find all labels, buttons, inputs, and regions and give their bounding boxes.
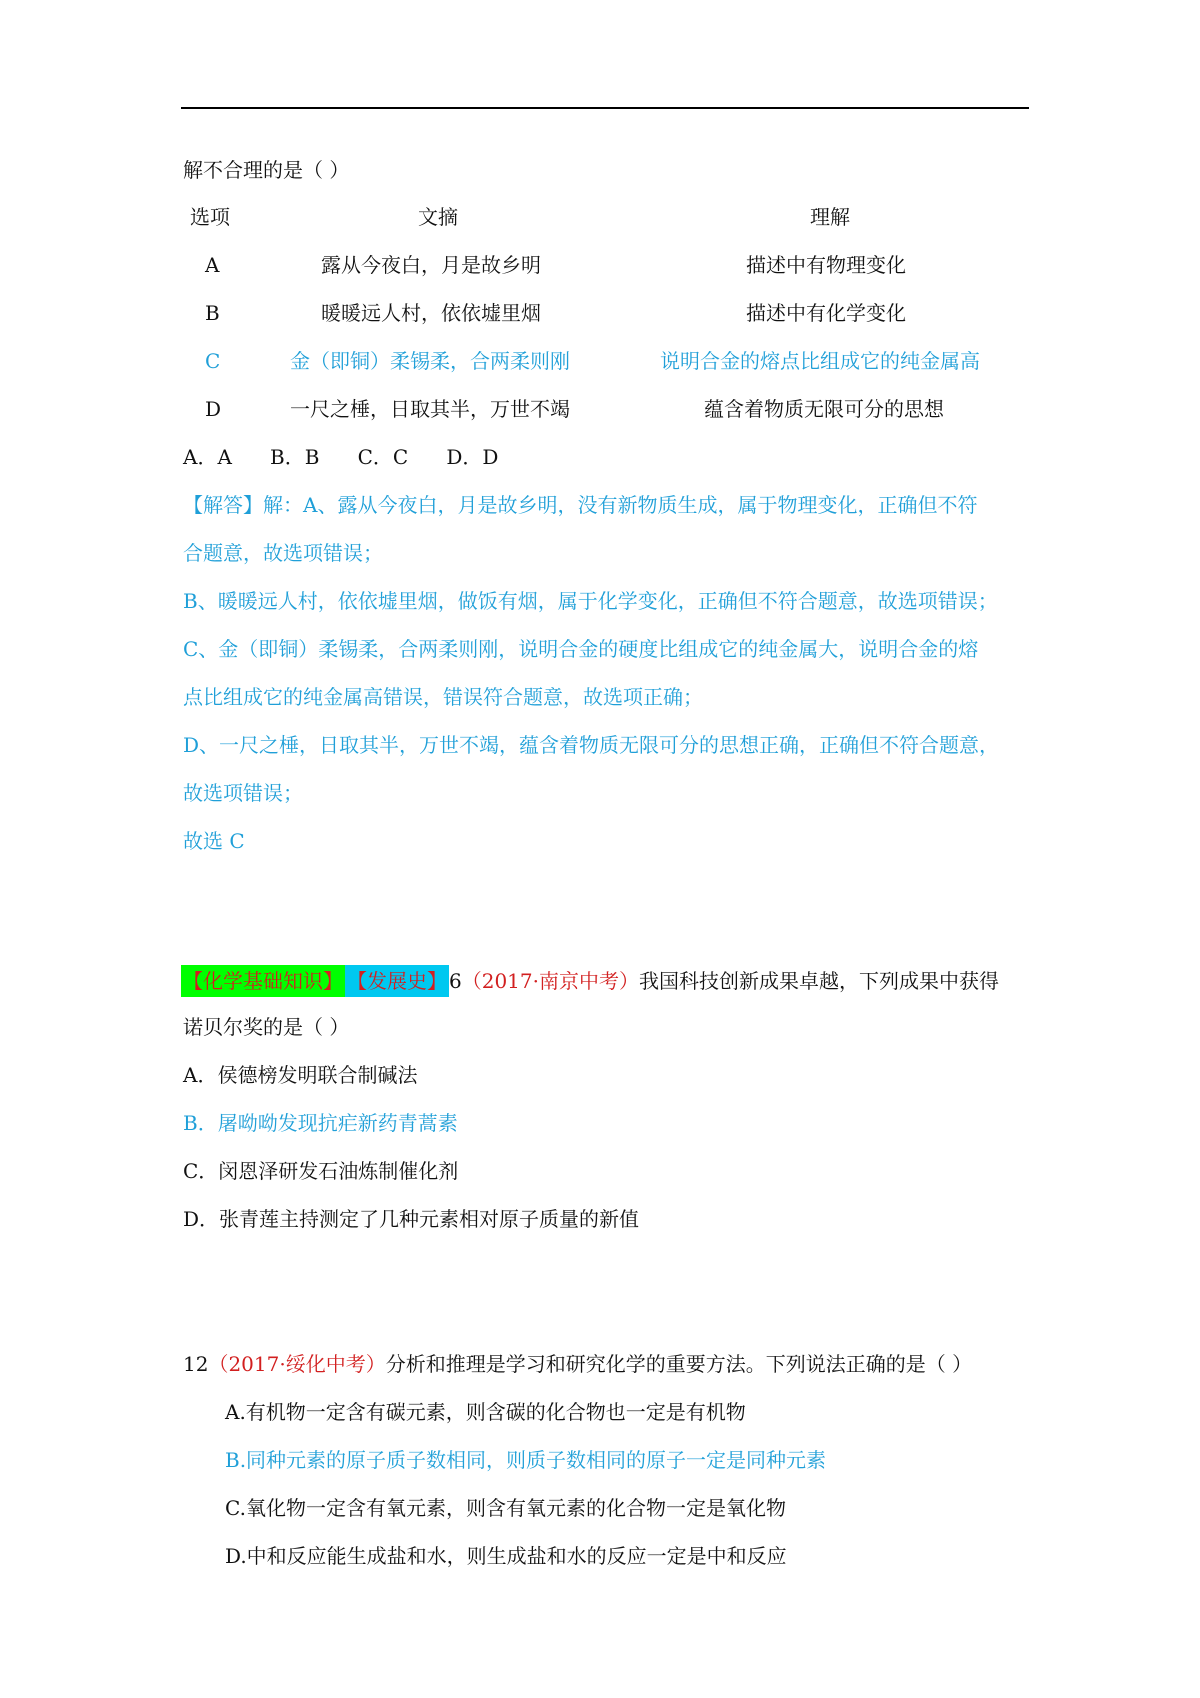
- q12-stem-text: 分析和推理是学习和研究化学的重要方法。下列说法正确的是（ ）: [385, 1352, 973, 1376]
- table-header-option: 选项: [190, 205, 230, 229]
- table-row-d-text: 一尺之棰，日取其半，万世不竭: [290, 397, 570, 421]
- solution-line-5: 点比组成它的纯金属高错误，错误符合题意，故选项正确；: [183, 685, 703, 709]
- q6-option-b: B．屠呦呦发现抗疟新药青蒿素: [183, 1111, 458, 1135]
- q6-source: （2017·南京中考）: [461, 969, 639, 993]
- table-row-a-meaning: 描述中有物理变化: [746, 253, 906, 277]
- q12-option-b: B.同种元素的原子质子数相同，则质子数相同的原子一定是同种元素: [225, 1448, 827, 1472]
- q12-stem: [183, 1350, 972, 1378]
- solution-line-1: 【解答】解：A、露从今夜白，月是故乡明，没有新物质生成，属于物理变化，正确但不符: [183, 493, 978, 517]
- q12-source: （2017·绥化中考）: [208, 1352, 386, 1376]
- q12-option-a: A.有机物一定含有碳元素，则含碳的化合物也一定是有机物: [225, 1400, 746, 1424]
- answer-choices: A．A B．B C．C D．D: [183, 445, 499, 469]
- solution-line-3: B、暖暖远人村，依依墟里烟，做饭有烟，属于化学变化，正确但不符合题意，故选项错误；: [183, 589, 998, 613]
- table-row-b-option: B: [205, 301, 220, 325]
- q12-number: 12: [183, 1352, 209, 1376]
- q6-stem-line-2: 诺贝尔奖的是（ ）: [183, 1015, 350, 1039]
- table-row-a-text: 露从今夜白，月是故乡明: [321, 253, 541, 277]
- table-row-c-text: 金（即铜）柔锡柔，合两柔则刚: [290, 349, 570, 373]
- table-row-d-option: D: [205, 397, 222, 421]
- tag-chemistry-basics: 【化学基础知识】: [181, 965, 345, 997]
- q6-number: 6: [449, 969, 462, 993]
- tag-history: 【发展史】: [345, 965, 449, 997]
- q6-stem-line-1: [181, 965, 999, 997]
- q6-option-d: D．张青莲主持测定了几种元素相对原子质量的新值: [183, 1207, 640, 1231]
- solution-line-7: 故选项错误；: [183, 781, 303, 805]
- table-row-d-meaning: 蕴含着物质无限可分的思想: [704, 397, 944, 421]
- q6-option-c: C．闵恩泽研发石油炼制催化剂: [183, 1159, 459, 1183]
- solution-line-2: 合题意，故选项错误；: [183, 541, 383, 565]
- table-row-a-option: A: [205, 253, 220, 277]
- q12-option-c: C.氧化物一定含有氧元素，则含有氧元素的化合物一定是氧化物: [225, 1496, 786, 1520]
- q6-stem-text: 我国科技创新成果卓越，下列成果中获得: [639, 969, 999, 993]
- table-header-excerpt: 文摘: [418, 205, 458, 229]
- solution-line-6: D、一尺之棰，日取其半，万世不竭，蕴含着物质无限可分的思想正确，正确但不符合题意，: [183, 733, 1000, 757]
- q12-option-d: D.中和反应能生成盐和水，则生成盐和水的反应一定是中和反应: [225, 1544, 787, 1568]
- table-row-b-meaning: 描述中有化学变化: [746, 301, 906, 325]
- solution-line-4: C、金（即铜）柔锡柔，合两柔则刚，说明合金的硬度比组成它的纯金属大，说明合金的熔: [183, 637, 979, 661]
- solution-conclusion: 故选 C: [183, 829, 245, 853]
- table-row-c-meaning: 说明合金的熔点比组成它的纯金属高: [660, 349, 980, 373]
- q6-option-a: A．侯德榜发明联合制碱法: [183, 1063, 418, 1087]
- table-header-meaning: 理解: [810, 205, 850, 229]
- header-rule: [181, 107, 1029, 109]
- question-stem-tail: 解不合理的是（ ）: [183, 158, 350, 182]
- table-row-b-text: 暖暖远人村，依依墟里烟: [321, 301, 541, 325]
- table-row-c-option: C: [205, 349, 221, 373]
